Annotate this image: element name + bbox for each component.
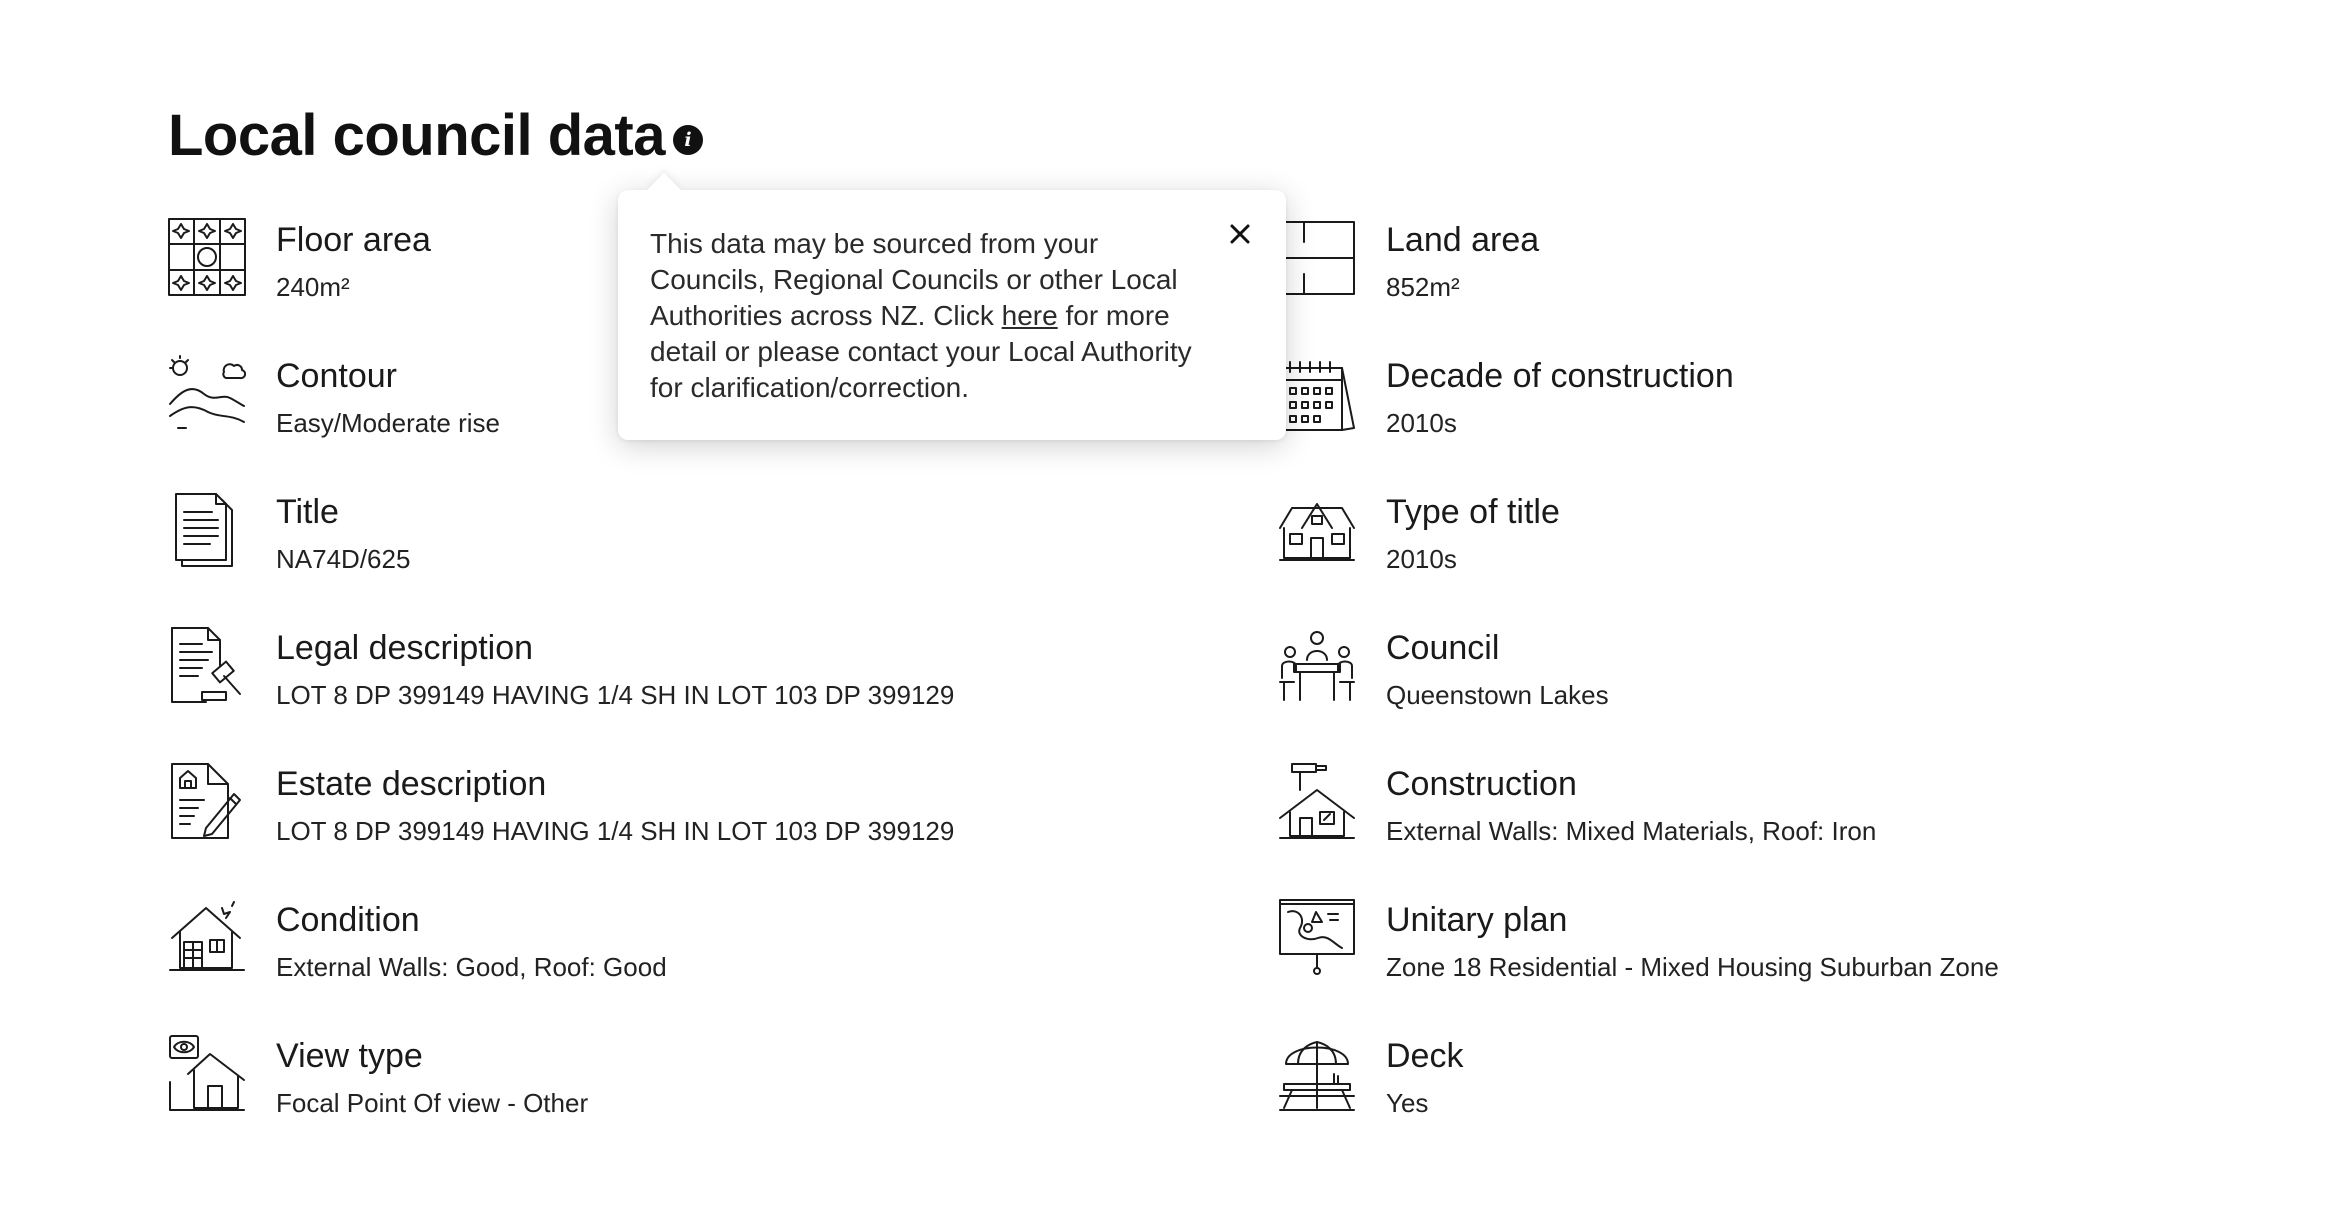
item-value: 240m² — [276, 272, 350, 302]
item-value: LOT 8 DP 399149 HAVING 1/4 SH IN LOT 103 DP 399129 — [276, 816, 955, 846]
item-label: Deck — [1386, 1037, 1464, 1075]
hills-icon — [168, 354, 246, 432]
item-label: Council — [1386, 629, 1500, 667]
item-value: Easy/Moderate rise — [276, 408, 500, 438]
item-label: Estate description — [276, 765, 547, 803]
item-label: Floor area — [276, 221, 431, 259]
item-label: Legal description — [276, 629, 534, 667]
item-label: Condition — [276, 901, 420, 939]
deck-umbrella-icon — [1278, 1034, 1356, 1112]
item-value: Zone 18 Residential - Mixed Housing Suburban Zone — [1386, 952, 1999, 982]
item-label: View type — [276, 1037, 423, 1075]
house-hammer-icon — [1278, 762, 1356, 840]
item-label: Land area — [1386, 221, 1540, 259]
item-label: Unitary plan — [1386, 901, 1568, 939]
close-icon[interactable] — [1226, 220, 1254, 248]
section-header — [168, 96, 703, 176]
item-label: Decade of construction — [1386, 357, 1734, 395]
estate-document-pen-icon — [168, 762, 246, 840]
item-value: 852m² — [1386, 272, 1460, 302]
map-board-icon — [1278, 898, 1356, 976]
item-value: External Walls: Mixed Materials, Roof: Iron — [1386, 816, 1877, 846]
item-label: Title — [276, 493, 339, 531]
document-icon — [168, 490, 246, 568]
page-title: Local council data — [168, 103, 665, 168]
tooltip-text — [650, 226, 1210, 406]
house-title-icon — [1278, 490, 1356, 568]
item-value: External Walls: Good, Roof: Good — [276, 952, 667, 982]
tooltip-text-after: for more detail or please contact your Local Authority for clarification/correction. — [650, 300, 1192, 403]
item-label: Construction — [1386, 765, 1577, 803]
tooltip-here-link[interactable]: here — [1001, 300, 1058, 331]
land-plan-icon — [1278, 218, 1356, 296]
council-meeting-icon — [1278, 626, 1356, 704]
info-tooltip — [618, 190, 1286, 440]
item-value: LOT 8 DP 399149 HAVING 1/4 SH IN LOT 103 DP 399129 — [276, 680, 955, 710]
tooltip-text-before: This data may be sourced from your Councils, Regional Councils or other Local Authorities across NZ. Click — [650, 228, 1178, 331]
item-value: Focal Point Of view - Other — [276, 1088, 589, 1118]
item-value: 2010s — [1386, 408, 1457, 438]
calendar-icon — [1278, 354, 1356, 432]
item-label: Contour — [276, 357, 397, 395]
item-value: NA74D/625 — [276, 544, 411, 574]
info-icon[interactable]: i — [673, 125, 703, 155]
item-value: 2010s — [1386, 544, 1457, 574]
item-label: Type of title — [1386, 493, 1560, 531]
item-value: Queenstown Lakes — [1386, 680, 1609, 710]
item-value: Yes — [1386, 1088, 1429, 1118]
house-view-eye-icon — [168, 1034, 246, 1112]
floor-tiles-icon — [168, 218, 246, 296]
legal-gavel-document-icon — [168, 626, 246, 704]
house-condition-icon — [168, 898, 246, 976]
